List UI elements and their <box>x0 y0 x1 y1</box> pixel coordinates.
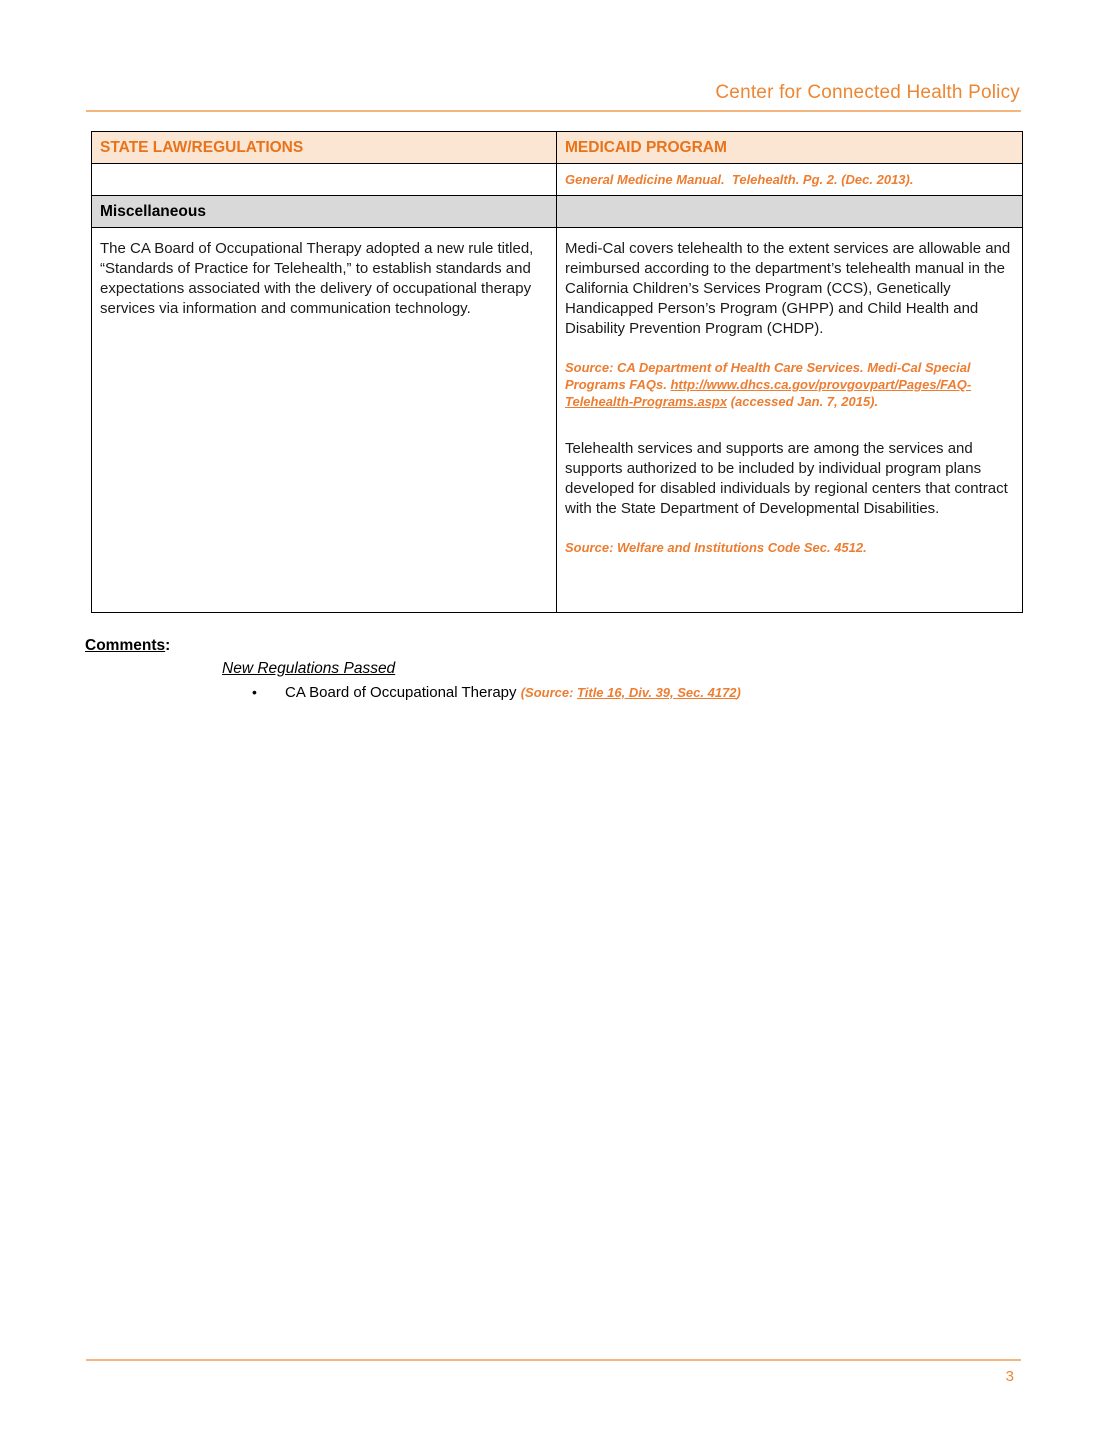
medicaid-source-1 <box>565 359 1014 410</box>
column-header-medicaid-program: MEDICAID PROGRAM <box>557 132 1023 164</box>
comments-subheading-new-regulations: New Regulations Passed <box>222 660 396 677</box>
header-divider <box>86 110 1021 112</box>
title-16-regulation-link[interactable]: Title 16, Div. 39, Sec. 4172 <box>577 685 737 700</box>
medicaid-citation-cell <box>557 164 1023 196</box>
table-content-row <box>92 228 1023 613</box>
medicaid-paragraph-1: Medi-Cal covers telehealth to the extent services are allowable and reimbursed according to the department’s telehealth manual in the California Children’s Services Program (CCS), Genetically Handicapped Person’s Program (GHPP) and Child Health and Disability Prevention Program (CHDP). <box>565 240 1011 337</box>
citation-row <box>92 164 1023 196</box>
table-header-row <box>92 132 1023 164</box>
column-header-state-law: STATE LAW/REGULATIONS <box>92 132 557 164</box>
medicaid-program-cell <box>557 228 1023 613</box>
dhcs-faq-link[interactable]: http://www.dhcs.ca.gov/provgovpart/Pages/FAQ-Telehealth-Programs.aspx <box>565 377 972 409</box>
source-1-text: Source: CA Department of Health Care Services. Medi-Cal Special Programs FAQs. <box>565 360 971 392</box>
state-law-cell <box>92 228 557 613</box>
medicaid-paragraph-2: Telehealth services and supports are among the services and supports authorized to be included by individual program plans developed for disabled individuals by regional centers that contract with the State Department of Developmental Disabilities. <box>565 440 1008 517</box>
medicaid-source-2: Source: Welfare and Institutions Code Sec. 4512. <box>565 540 867 555</box>
section-header-miscellaneous: Miscellaneous <box>92 196 557 228</box>
page-number: 3 <box>1005 1368 1014 1385</box>
state-law-medicaid-table <box>91 131 1023 613</box>
bullet-source <box>521 685 741 700</box>
bullet-source-prefix: (Source: <box>520 685 578 700</box>
bullet-source-suffix: ) <box>736 685 741 700</box>
comments-heading-colon: : <box>165 637 171 654</box>
comments-heading <box>85 637 1015 655</box>
comments-heading-text: Comments <box>85 637 166 654</box>
section-header-row <box>92 196 1023 228</box>
empty-cell <box>92 164 557 196</box>
section-header-empty-cell <box>557 196 1023 228</box>
bullet-item-text: CA Board of Occupational Therapy <box>285 684 521 701</box>
page-header-title: Center for Connected Health Policy <box>715 82 1020 103</box>
bullet-icon: • <box>252 684 257 700</box>
comments-section <box>85 637 1015 701</box>
comments-bullet-item <box>252 684 1015 701</box>
source-1-accessed-date: (accessed Jan. 7, 2015). <box>727 394 879 409</box>
footer-divider <box>86 1359 1021 1361</box>
general-medicine-manual-citation: General Medicine Manual. Telehealth. Pg. 2. (Dec. 2013). <box>565 172 914 187</box>
state-law-paragraph: The CA Board of Occupational Therapy adopted a new rule titled, “Standards of Practice for Telehealth,” to establish standards and expectations associated with the delivery of occupational therapy services via information and communication technology. <box>100 240 534 317</box>
